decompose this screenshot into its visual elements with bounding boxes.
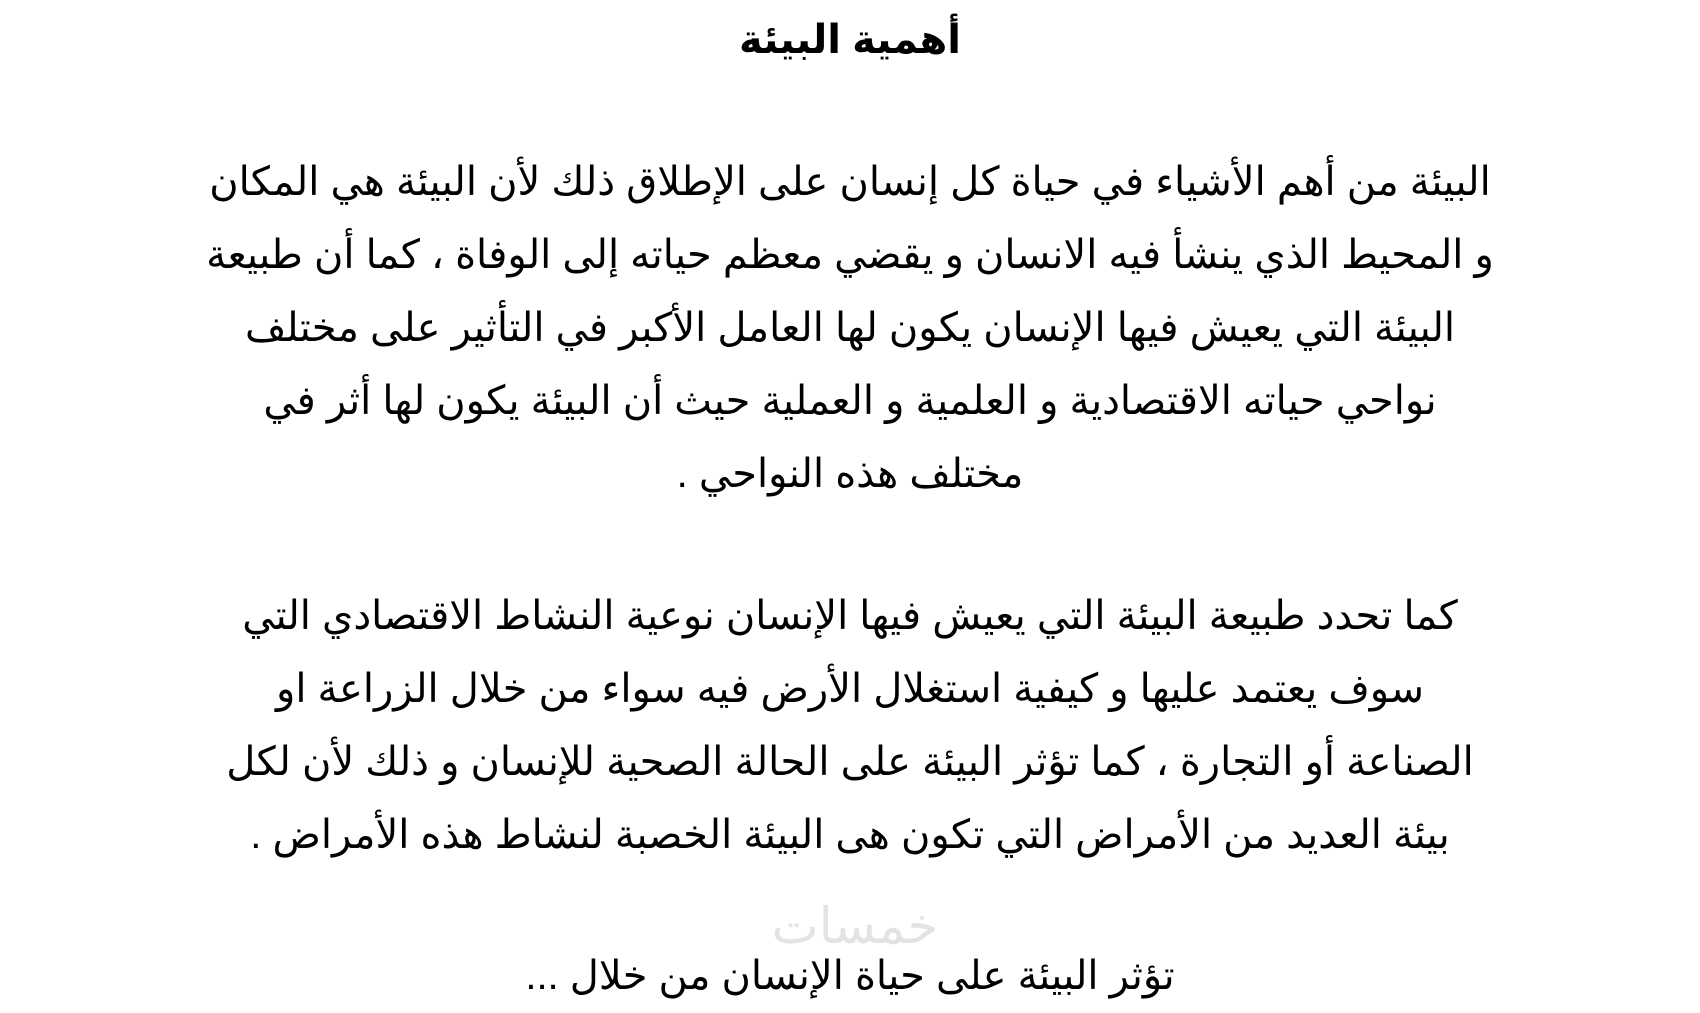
paragraph-line: و المحيط الذي ينشأ فيه الانسان و يقضي معظم حياته إلى الوفاة ، كما أن طبيعة bbox=[206, 233, 1494, 277]
document-title: أهمية البيئة bbox=[739, 18, 961, 62]
paragraph-line: سوف يعتمد عليها و كيفية استغلال الأرض فيه سواء من خلال الزراعة او bbox=[276, 667, 1424, 711]
paragraph-line: مختلف هذه النواحي . bbox=[676, 452, 1024, 496]
paragraph-line: نواحي حياته الاقتصادية و العلمية و العملية حيث أن البيئة يكون لها أثر في bbox=[263, 379, 1437, 423]
paragraph-1 bbox=[130, 146, 1570, 511]
paragraph-line: كما تحدد طبيعة البيئة التي يعيش فيها الإنسان نوعية النشاط الاقتصادي التي bbox=[242, 594, 1458, 638]
paragraph-line: الصناعة أو التجارة ، كما تؤثر البيئة على الحالة الصحية للإنسان و ذلك لأن لكل bbox=[226, 740, 1474, 784]
paragraph-2 bbox=[130, 580, 1570, 872]
paragraph-line: البيئة من أهم الأشياء في حياة كل إنسان على الإطلاق ذلك لأن البيئة هي المكان bbox=[209, 160, 1491, 204]
paragraph-line: تؤثر البيئة على حياة الإنسان من خلال ... bbox=[525, 954, 1175, 998]
watermark-logo: خمسات bbox=[771, 898, 939, 954]
paragraph-line: البيئة التي يعيش فيها الإنسان يكون لها العامل الأكبر في التأثير على مختلف bbox=[244, 306, 1456, 350]
paragraph-line: بيئة العديد من الأمراض التي تكون هى البيئة الخصبة لنشاط هذه الأمراض . bbox=[250, 813, 1450, 857]
